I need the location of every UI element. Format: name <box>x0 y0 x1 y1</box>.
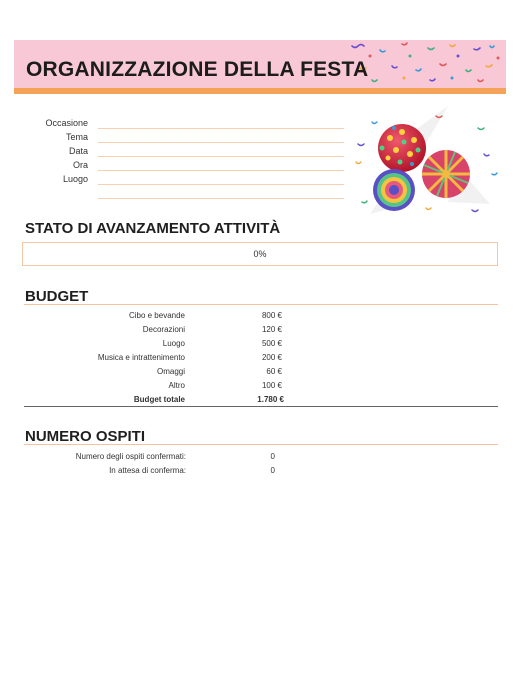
budget-row-value: 500 € <box>261 339 282 348</box>
theme-field[interactable] <box>98 142 344 143</box>
budget-section-title: BUDGET <box>25 288 89 305</box>
occasion-label: Occasione <box>45 118 88 128</box>
venue-label: Luogo <box>62 174 88 184</box>
budget-total-value: 1.780 € <box>257 395 284 404</box>
guests-section-title: NUMERO OSPITI <box>25 428 146 445</box>
pending-guests-label: In attesa di conferma: <box>109 466 186 475</box>
theme-label: Tema <box>65 132 88 142</box>
confirmed-guests-value: 0 <box>270 452 275 461</box>
progress-value: 0% <box>253 249 267 259</box>
budget-row-label: Luogo <box>162 339 185 348</box>
confirmed-guests-label: Numero degli ospiti confermati: <box>75 452 186 461</box>
budget-row-value: 800 € <box>261 311 282 320</box>
pending-guests-value: 0 <box>270 466 275 475</box>
venue-field[interactable] <box>98 184 344 185</box>
date-label: Data <box>68 146 88 156</box>
header-accent-bar <box>14 88 506 94</box>
time-label: Ora <box>72 160 88 170</box>
budget-row-value: 200 € <box>261 353 282 362</box>
budget-row-value: 100 € <box>261 381 282 390</box>
progress-section-title: STATO DI AVANZAMENTO ATTIVITÀ <box>25 220 281 237</box>
occasion-field[interactable] <box>98 128 344 129</box>
budget-row-value: 120 € <box>261 325 282 334</box>
budget-row-label: Altro <box>168 381 185 390</box>
budget-row-value: 60 € <box>266 367 282 376</box>
guests-divider <box>24 444 498 445</box>
budget-row-label: Cibo e bevande <box>128 311 185 320</box>
budget-total-divider <box>24 406 498 407</box>
page-title: ORGANIZZAZIONE DELLA FESTA <box>26 58 369 81</box>
party-hats-icon <box>352 104 502 222</box>
time-field[interactable] <box>98 170 344 171</box>
budget-total-label: Budget totale <box>133 395 185 404</box>
budget-row-label: Musica e intrattenimento <box>97 353 185 362</box>
extra-field[interactable] <box>98 198 344 199</box>
budget-divider <box>24 304 498 305</box>
date-field[interactable] <box>98 156 344 157</box>
budget-row-label: Decorazioni <box>142 325 185 334</box>
progress-bar <box>22 242 498 266</box>
budget-row-label: Omaggi <box>156 367 185 376</box>
